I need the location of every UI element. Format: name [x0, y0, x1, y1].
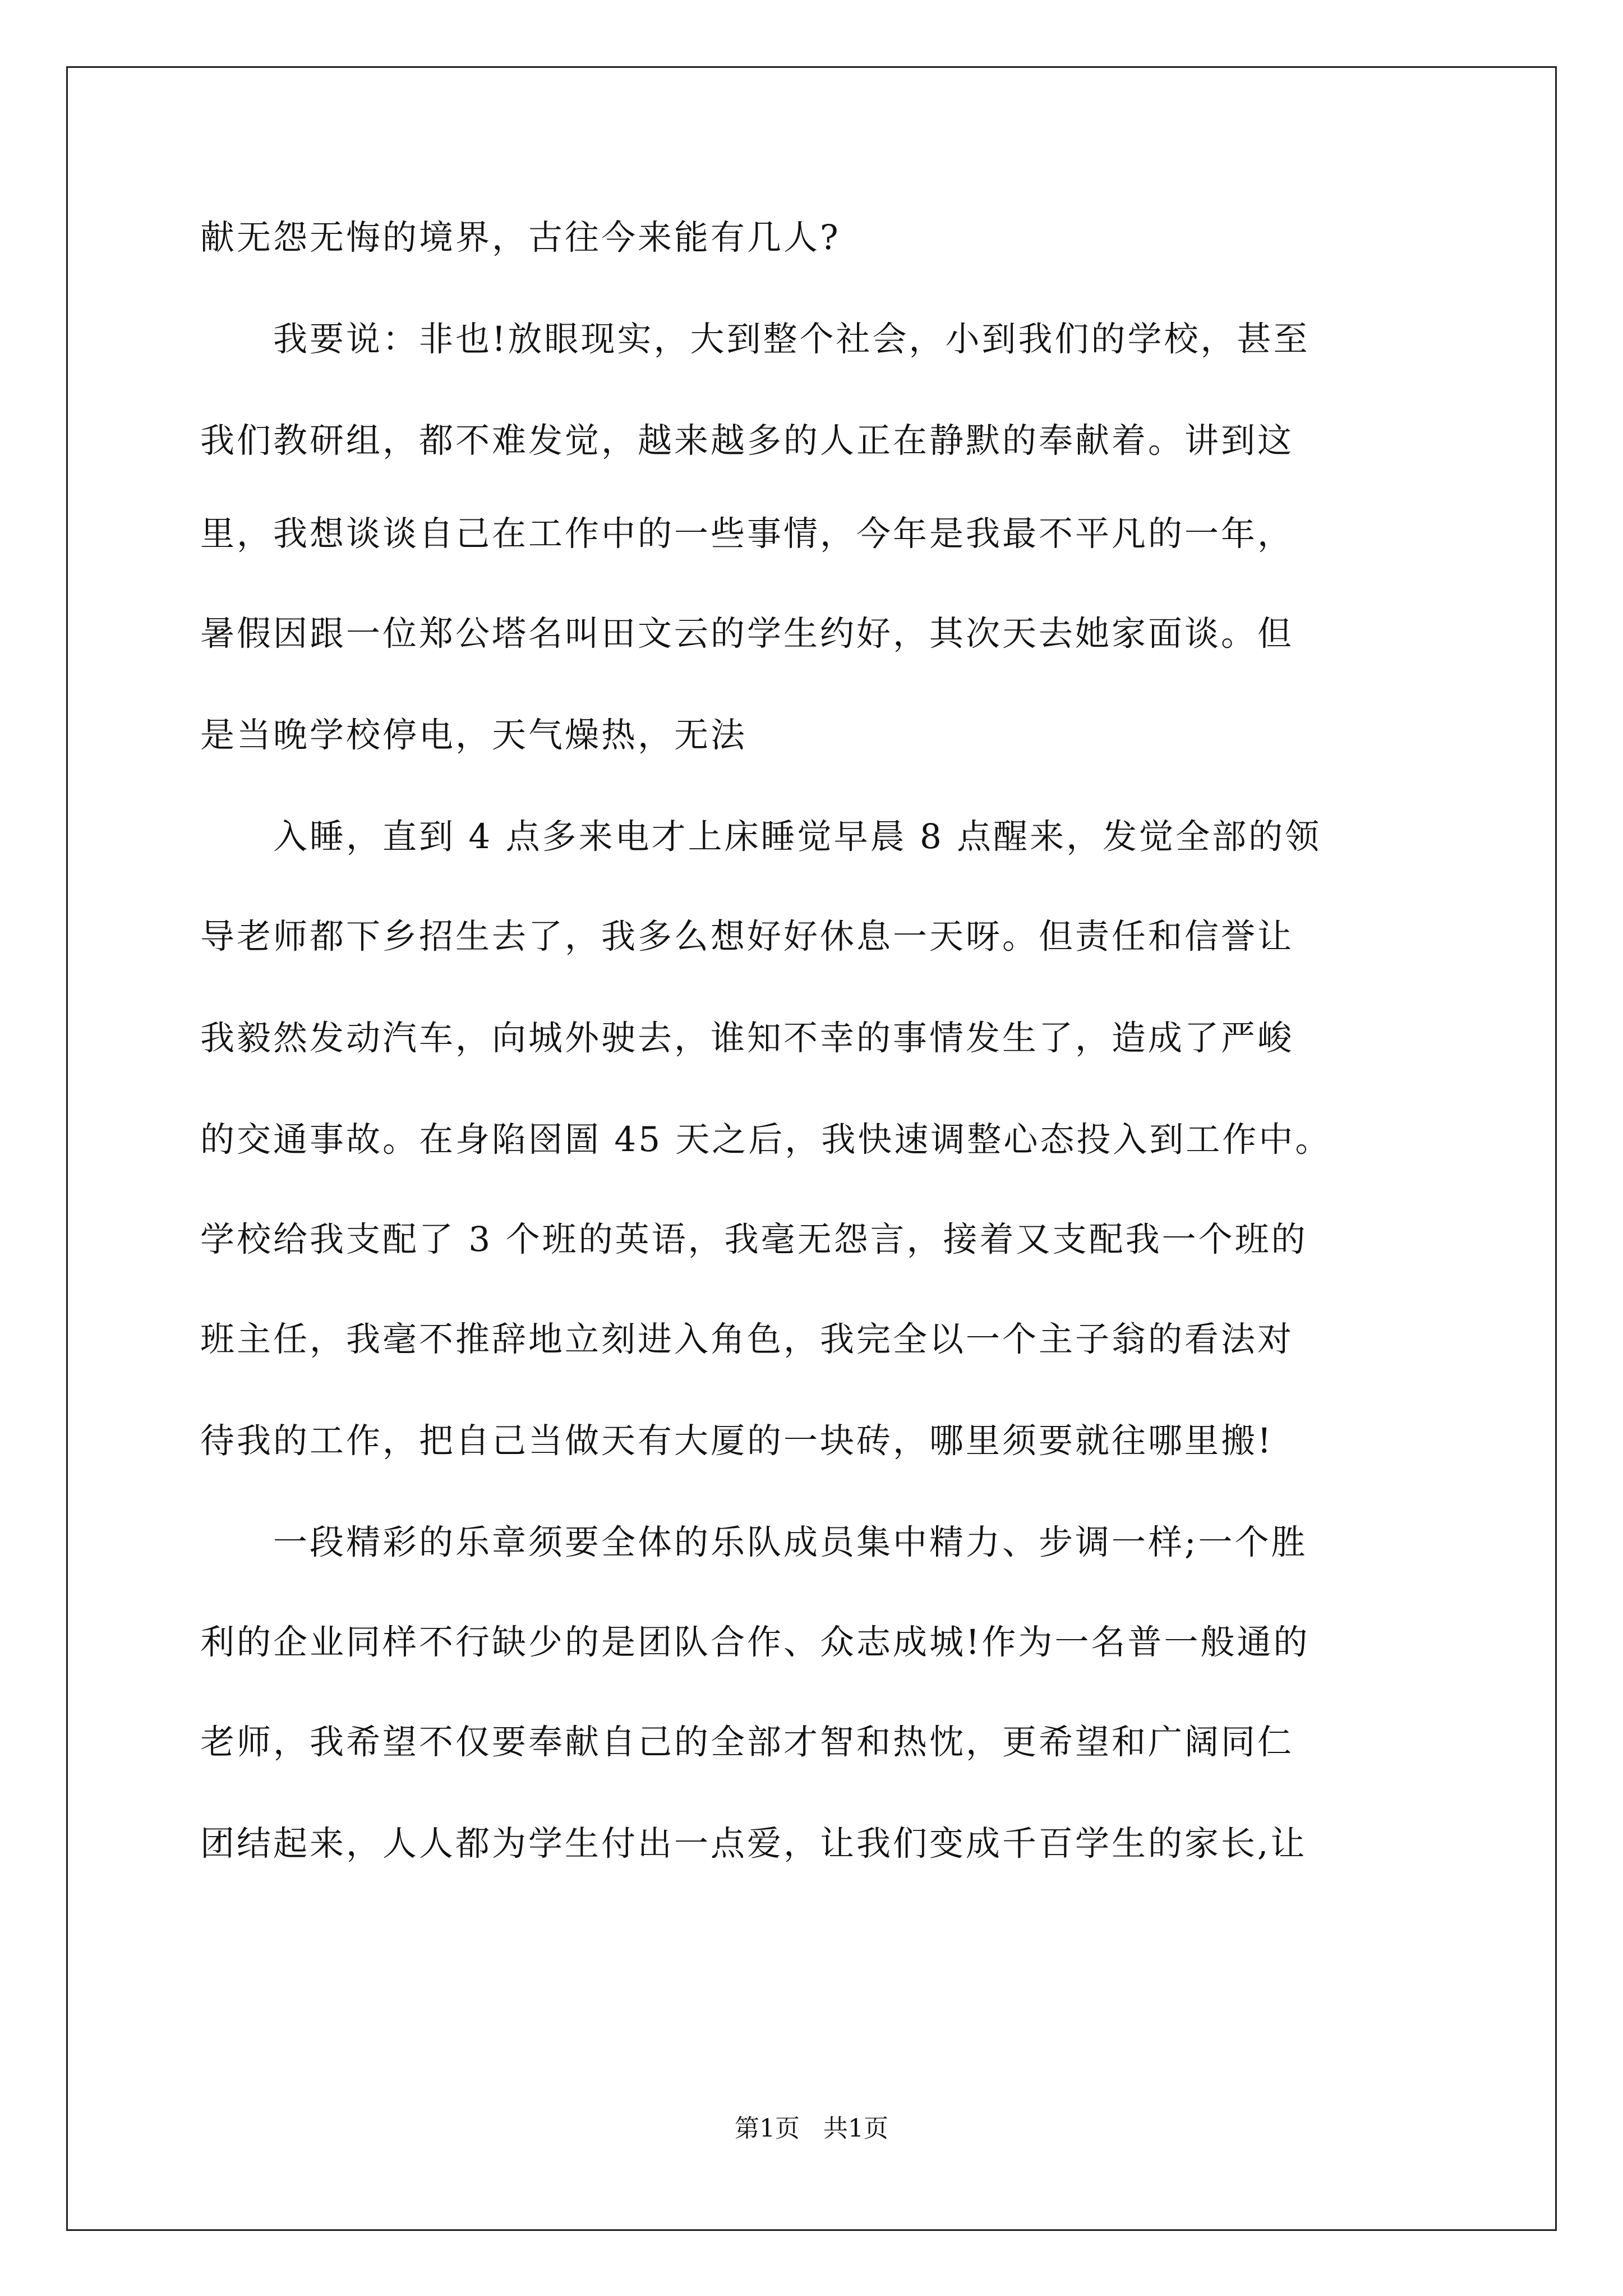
text-line: 献无怨无悔的境界，古往今来能有几人? [200, 218, 841, 257]
text-line: 是当晚学校停电，天气燥热，无法 [200, 715, 748, 755]
text-line: 学校给我支配了 3 个班的英语，我毫无怨言，接着又支配我一个班的 [200, 1220, 1308, 1259]
text-line: 导老师都下乡招生去了，我多么想好好休息一天呀。但责任和信誉让 [200, 917, 1294, 956]
text-line: 团结起来，人人都为学生付出一点爱，让我们变成千百学生的家长,让 [200, 1824, 1307, 1864]
page-footer: 第1页 共1页 [735, 2114, 888, 2143]
text-line: 里，我想谈谈自己在工作中的一些事情，今年是我最不平凡的一年， [200, 514, 1294, 554]
text-line: 一段精彩的乐章须要全体的乐队成员集中精力、步调一样;一个胜 [200, 1522, 1308, 1562]
text-line: 待我的工作，把自己当做天有大厦的一块砖，哪里须要就往哪里搬! [200, 1421, 1274, 1461]
text-line: 的交通事故。在身陷囹圄 45 天之后，我快速调整心态投入到工作中。 [200, 1120, 1332, 1159]
text-line: 利的企业同样不行缺少的是团队合作、众志成城!作为一名普一般通的 [200, 1622, 1310, 1662]
text-line: 班主任，我毫不推辞地立刻进入角色，我完全以一个主子翁的看法对 [200, 1319, 1294, 1359]
text-line: 我毅然发动汽车，向城外驶去，谁知不幸的事情发生了，造成了严峻 [200, 1018, 1294, 1058]
text-line: 入睡，直到 4 点多来电才上床睡觉早晨 8 点醒来，发觉全部的领 [200, 817, 1322, 857]
text-line: 我们教研组，都不难发觉，越来越多的人正在静默的奉献着。讲到这 [200, 421, 1294, 461]
text-line: 我要说：非也!放眼现实，大到整个社会，小到我们的学校，甚至 [200, 319, 1310, 359]
text-line: 老师，我希望不仅要奉献自己的全部才智和热忱，更希望和广阔同仁 [200, 1722, 1294, 1762]
text-line: 暑假因跟一位郑公塔名叫田文云的学生约好，其次天去她家面谈。但 [200, 614, 1294, 654]
